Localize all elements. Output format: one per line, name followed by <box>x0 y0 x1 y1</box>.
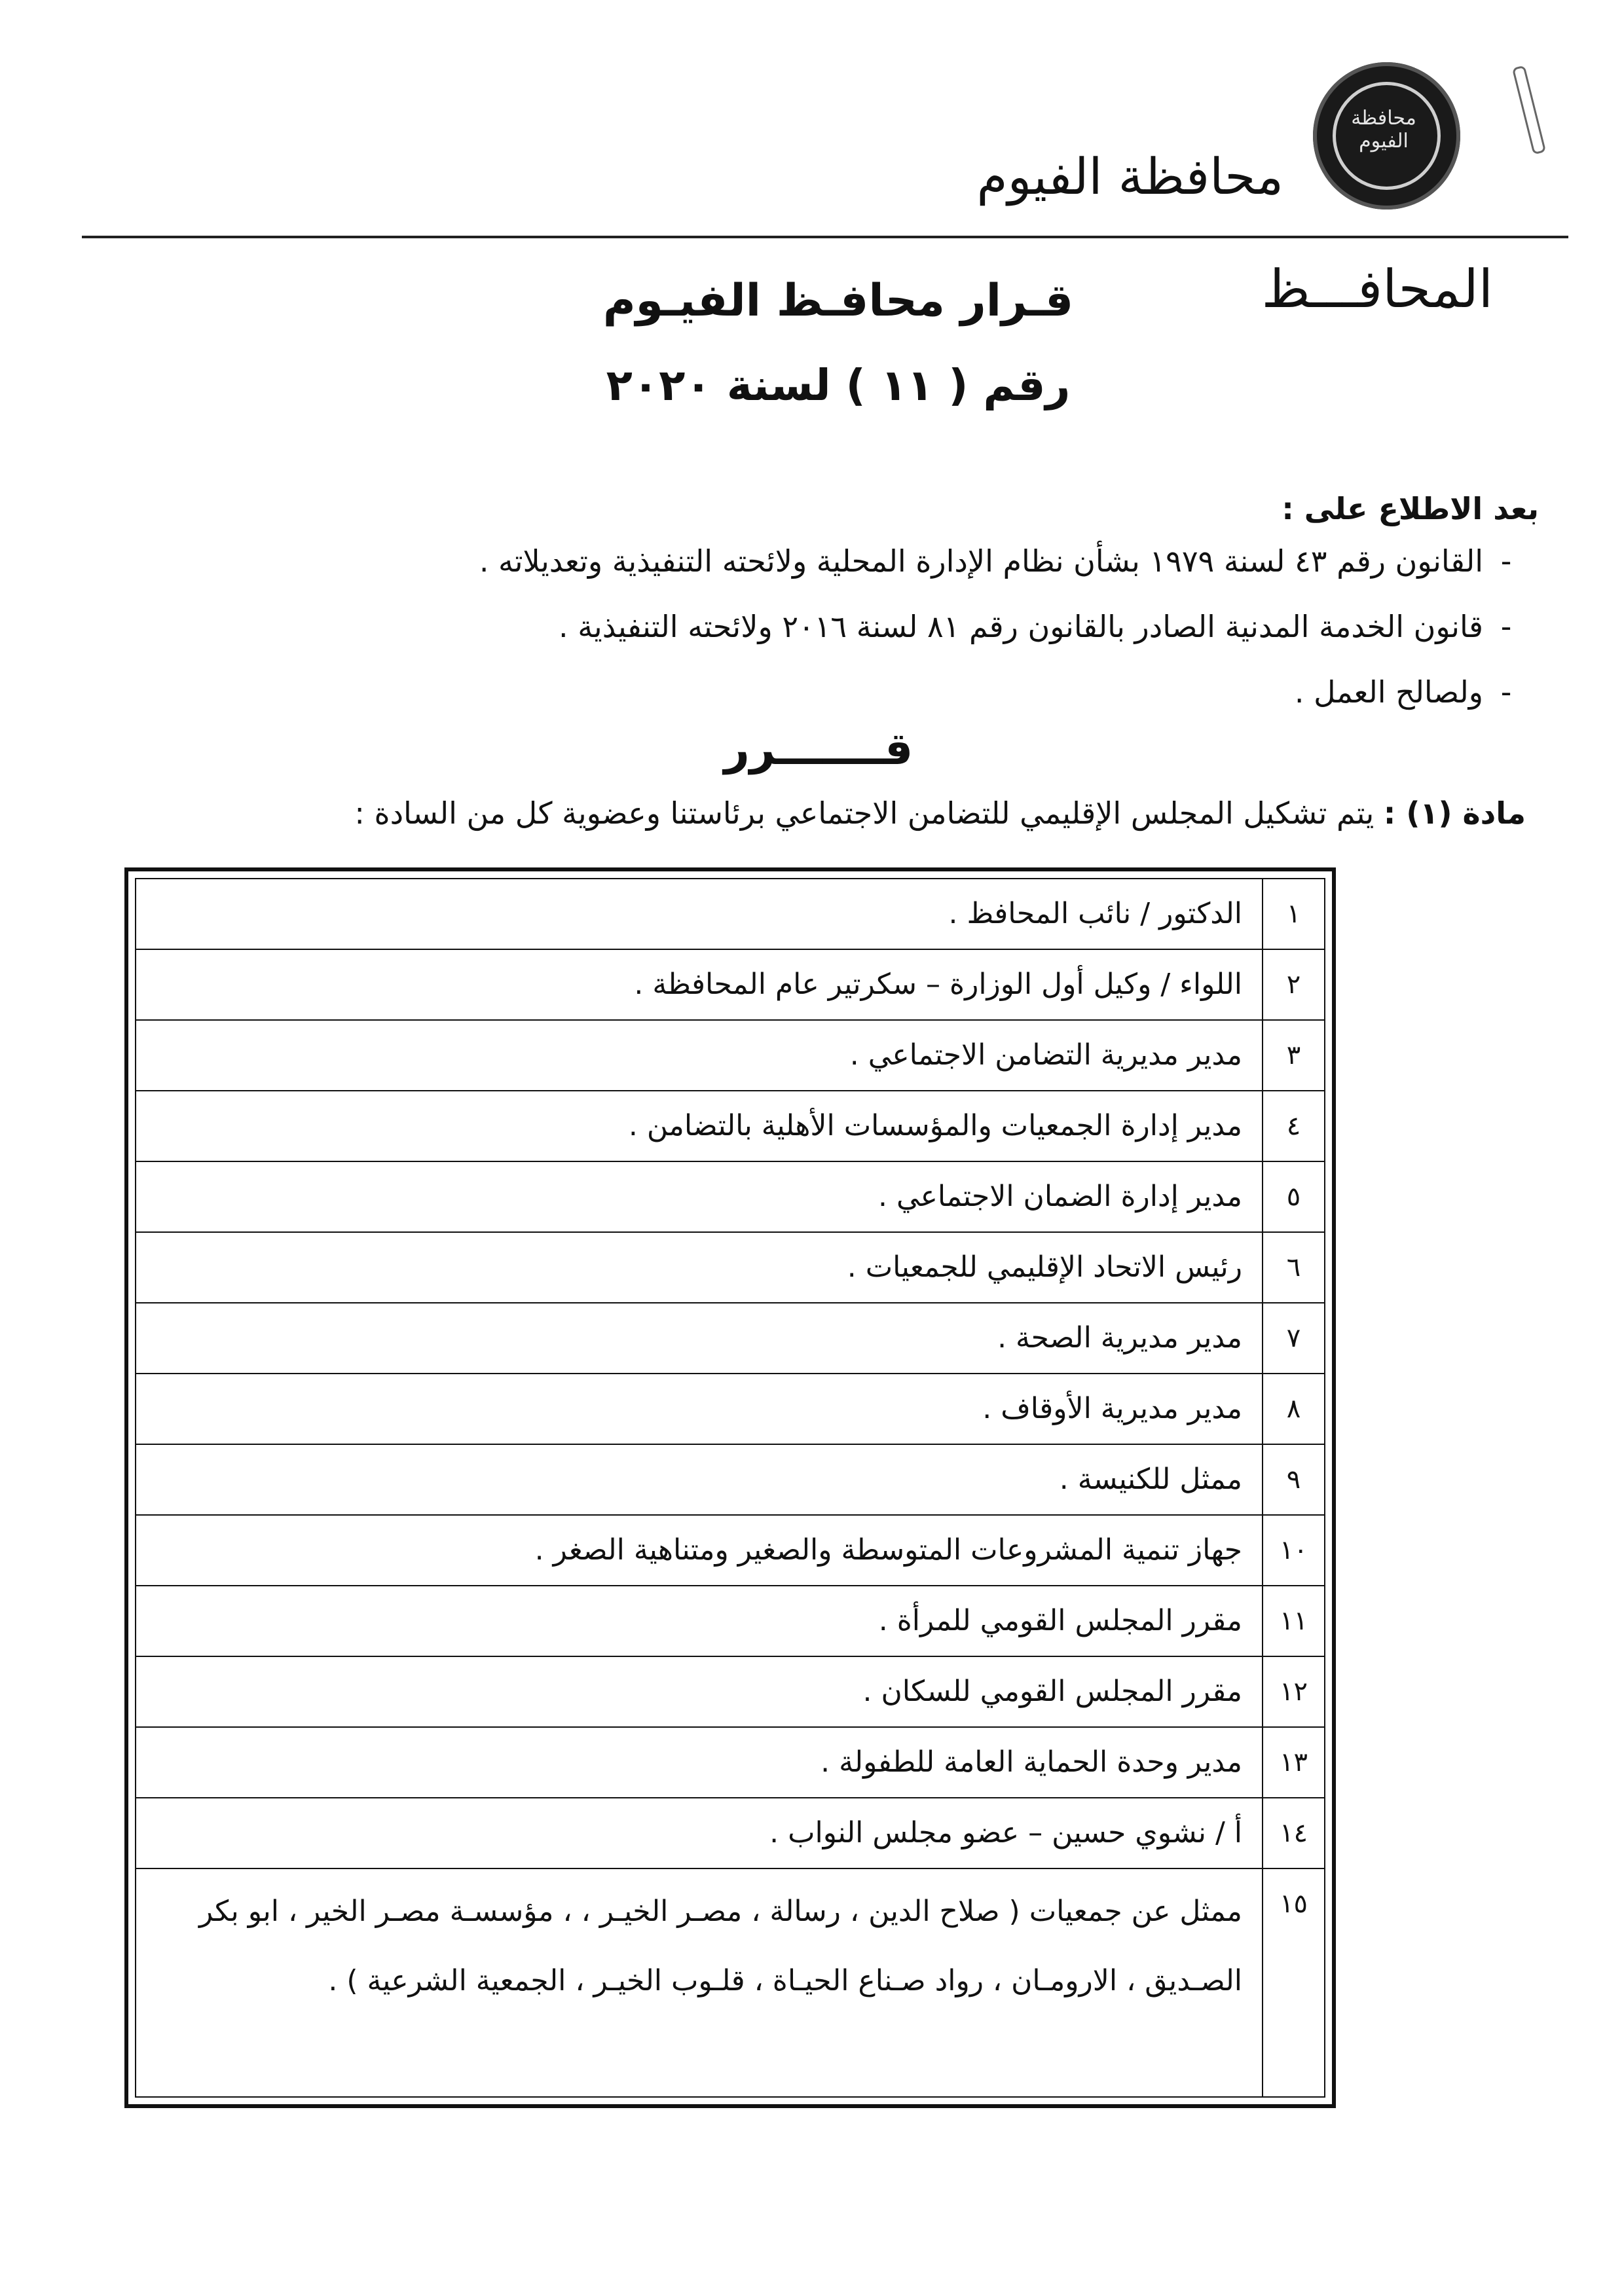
row-text: مدير إدارة الجمعيات والمؤسسات الأهلية بالتضامن . <box>628 1108 1242 1142</box>
article-label: مادة (١) : <box>1383 795 1526 831</box>
row-text: مدير مديرية التضامن الاجتماعي . <box>849 1038 1242 1072</box>
row-number: ١٢ <box>1262 1657 1324 1726</box>
table-row <box>136 1021 1324 1091</box>
row-text: اللواء / وكيل أول الوزارة – سكرتير عام المحافظة . <box>634 967 1242 1001</box>
table-row <box>136 1091 1324 1162</box>
preamble-item <box>479 543 1529 579</box>
row-text: رئيس الاتحاد الإقليمي للجمعيات . <box>847 1250 1242 1284</box>
row-text: مدير إدارة الضمان الاجتماعي . <box>878 1179 1242 1213</box>
row-number: ٨ <box>1262 1374 1324 1444</box>
row-text: أ / نشوي حسين – عضو مجلس النواب . <box>769 1815 1242 1850</box>
row-text: ممثل للكنيسة . <box>1059 1462 1242 1496</box>
row-number: ١٥ <box>1262 1869 1324 2096</box>
row-text: مدير مديرية الأوقاف . <box>982 1391 1242 1425</box>
dash: - <box>1500 543 1512 579</box>
row-number: ١ <box>1262 879 1324 949</box>
row-text: مدير وحدة الحماية العامة للطفولة . <box>821 1745 1242 1779</box>
dash: - <box>1500 609 1512 644</box>
table-row <box>136 1233 1324 1303</box>
row-number: ٦ <box>1262 1233 1324 1302</box>
table-row <box>136 1657 1324 1728</box>
office-title: المحافـــظ <box>1261 259 1493 319</box>
preamble-item-text: القانون رقم ٤٣ لسنة ١٩٧٩ بشأن نظام الإدارة المحلية ولائحته التنفيذية وتعديلاته . <box>479 543 1483 579</box>
row-number: ٤ <box>1262 1091 1324 1161</box>
row-number: ٩ <box>1262 1445 1324 1514</box>
members-table-body <box>135 878 1325 2098</box>
preamble-item-text: ولصالح العمل . <box>1294 674 1483 710</box>
table-row <box>136 879 1324 950</box>
row-number: ٥ <box>1262 1162 1324 1231</box>
table-row <box>136 950 1324 1021</box>
table-row <box>136 1445 1324 1516</box>
row-number: ٧ <box>1262 1303 1324 1373</box>
dash: - <box>1500 674 1512 710</box>
row-number: ٣ <box>1262 1021 1324 1090</box>
preamble-lead: بعد الاطلاع على : <box>1282 491 1539 526</box>
row-text: مقرر المجلس القومي للسكان . <box>862 1674 1242 1708</box>
row-number: ١٤ <box>1262 1798 1324 1868</box>
preamble-item-text: قانون الخدمة المدنية الصادر بالقانون رقم ٨١ لسنة ٢٠١٦ ولائحته التنفيذية . <box>559 609 1483 644</box>
row-text: ممثل عن جمعيات ( صلاح الدين ، رسالة ، مصـر الخيـر ، ، مؤسسـة مصـر الخير ، ابو بكر الصـديق ، الارومـان ، رواد صـناع الحيـاة ، قلـوب الخيـر ، الجمعية الشرعية ) . <box>198 1895 1242 1997</box>
table-row <box>136 1303 1324 1374</box>
row-number: ١١ <box>1262 1586 1324 1656</box>
governorate-name: محافظة الفيوم <box>976 147 1283 206</box>
decree-number: رقم ( ١١ ) لسنة ٢٠٢٠ <box>606 360 1071 410</box>
paper-clip-icon <box>1512 65 1546 155</box>
table-row <box>136 1728 1324 1798</box>
table-row <box>136 1374 1324 1445</box>
decision-heading: قـــــــرر <box>724 723 913 775</box>
row-number: ١٠ <box>1262 1516 1324 1585</box>
article-1 <box>354 795 1526 831</box>
table-row <box>136 1869 1324 2096</box>
governorate-seal-icon <box>1313 62 1460 210</box>
preamble-item <box>559 609 1529 644</box>
article-text: يتم تشكيل المجلس الإقليمي للتضامن الاجتماعي برئاستنا وعضوية كل من السادة : <box>354 795 1375 831</box>
row-number: ١٣ <box>1262 1728 1324 1797</box>
preamble-item <box>1295 674 1529 710</box>
decree-title: قـرار محافـظ الفيـوم <box>602 275 1074 327</box>
table-row <box>136 1798 1324 1869</box>
members-table <box>124 867 1336 2108</box>
table-row <box>136 1586 1324 1657</box>
row-text: جهاز تنمية المشروعات المتوسطة والصغير ومتناهية الصغر . <box>534 1533 1242 1567</box>
row-text: مدير مديرية الصحة . <box>997 1321 1242 1355</box>
seal-text: محافظة الفيوم <box>1351 107 1416 153</box>
table-row <box>136 1162 1324 1233</box>
row-text: الدكتور / نائب المحافظ . <box>948 896 1242 930</box>
row-text: مقرر المجلس القومي للمرأة . <box>878 1603 1242 1637</box>
row-number: ٢ <box>1262 950 1324 1019</box>
header-divider <box>82 236 1568 238</box>
table-row <box>136 1516 1324 1586</box>
